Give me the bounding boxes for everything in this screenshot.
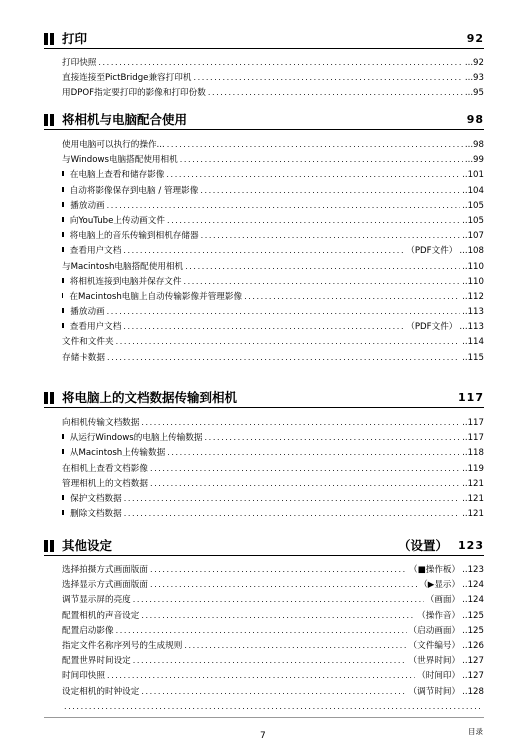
toc-subentry[interactable]: 删除文档数据 ..... ..121 — [62, 506, 484, 521]
toc-entry[interactable]: 配置启动影像 ..... （启动画面） ..125 — [62, 623, 484, 638]
entry-list — [62, 55, 484, 101]
toc-entry[interactable]: 设定相机的时钟设定 ..... （调节时间） ..128 — [62, 684, 484, 699]
section-computer — [44, 111, 484, 363]
toc-entry[interactable]: 文件和文件夹 ..... ..114 — [62, 334, 484, 349]
section-header[interactable] — [44, 30, 484, 49]
toc-entry[interactable]: 调节显示屏的亮度 ..... （画面） ..124 — [62, 592, 484, 607]
section-print — [44, 30, 484, 99]
footer-label: 目录 — [468, 727, 483, 736]
section-header[interactable] — [44, 389, 484, 408]
section-title: 将相机与电脑配合使用 — [62, 112, 188, 127]
toc-subentry[interactable]: 将相机连接到电脑并保存文件 ..... ..110 — [62, 274, 484, 289]
toc-subentry[interactable]: 从运行Windows的电脑上传输数据 ..... ..117 — [62, 430, 484, 445]
section-page: 123 — [458, 539, 484, 552]
toc-subentry[interactable]: 播放动画 ..... ..105 — [62, 198, 484, 213]
section-page: 98 — [466, 113, 484, 126]
toc-entry[interactable]: 与Macintosh电脑搭配使用相机 ..... ..110 — [62, 259, 484, 274]
toc-subentry[interactable]: 播放动画 ..... ..113 — [62, 304, 484, 319]
section-bar-icon — [44, 540, 56, 552]
entry-list — [62, 562, 484, 714]
toc-entry[interactable]: 打印快照 ..... ...92 — [62, 55, 484, 70]
footer-divider — [44, 717, 484, 718]
toc-entry[interactable]: 配置世界时间设定 ..... （世界时间） ..127 — [62, 653, 484, 668]
section-title: 打印 — [62, 31, 88, 46]
toc-subentry[interactable]: 自动将影像保存到电脑 / 管理影像 ..... ..104 — [62, 183, 484, 198]
section-bar-icon — [44, 114, 56, 126]
toc-subentry[interactable]: 在Macintosh电脑上自动传输影像并管理影像 ..... ..112 — [62, 289, 484, 304]
toc-entry[interactable]: 配置相机的声音设定 ..... （操作音） ..125 — [62, 608, 484, 623]
section-bar-icon — [44, 33, 56, 45]
toc-entry[interactable]: 在相机上查看文档影像 ..... ..119 — [62, 461, 484, 476]
entry-list — [62, 137, 484, 365]
toc-subentry[interactable]: 查看用户文档 ..... （PDF文件） ...113 — [62, 319, 484, 334]
toc-subentry[interactable]: 查看用户文档 ..... （PDF文件） ...108 — [62, 243, 484, 258]
toc-entry[interactable]: 直接连接至PictBridge兼容打印机 ..... ...93 — [62, 70, 484, 85]
toc-entry[interactable]: 用DPOF指定要打印的影像和打印份数 ..... ...95 — [62, 85, 484, 100]
toc-entry[interactable]: 管理相机上的文档数据 ..... ..121 — [62, 476, 484, 491]
section-bar-icon — [44, 392, 56, 404]
section-title: 将电脑上的文档数据传输到相机 — [62, 390, 238, 405]
toc-entry[interactable]: 指定文件名称序列号的生成规则 ..... （文件编号） ..126 — [62, 638, 484, 653]
section-label: （设置） — [397, 538, 448, 553]
toc-entry[interactable]: 时间印快照 ..... （时间印） ..127 — [62, 668, 484, 683]
section-transfer — [44, 389, 484, 520]
toc-entry[interactable]: 选择拍摄方式画面版面 ..... （■操作板） ..123 — [62, 562, 484, 577]
toc-entry[interactable]: 选择显示方式画面版面 ..... （▶显示） ..124 — [62, 577, 484, 592]
page-number: 7 — [260, 731, 266, 741]
toc-subentry[interactable]: 向YouTube上传动画文件 ..... ..105 — [62, 213, 484, 228]
toc-entry[interactable]: 与Windows电脑搭配使用相机 ..... ...99 — [62, 152, 484, 167]
toc-entry[interactable]: 使用电脑可以执行的操作... ..... ...98 — [62, 137, 484, 152]
section-settings — [44, 537, 484, 697]
entry-list — [62, 415, 484, 521]
section-page: 92 — [466, 32, 484, 45]
section-title: 其他设定 — [62, 538, 113, 553]
toc-entry[interactable]: 向相机传输文档数据 ..... ..117 — [62, 415, 484, 430]
toc-subentry[interactable]: 保护文档数据 ..... ..121 — [62, 491, 484, 506]
toc-subentry[interactable]: 将电脑上的音乐传输到相机存储器 ..... ..107 — [62, 228, 484, 243]
section-page: 117 — [458, 391, 484, 404]
toc-subentry[interactable]: 从Macintosh上传输数据 ..... ..118 — [62, 445, 484, 460]
section-header[interactable] — [44, 111, 484, 130]
toc-entry[interactable] — [62, 699, 484, 714]
toc-entry[interactable]: 存储卡数据 ..... ..115 — [62, 350, 484, 365]
toc-subentry[interactable]: 在电脑上查看和储存影像 ..... ..101 — [62, 167, 484, 182]
section-header[interactable] — [44, 537, 484, 556]
